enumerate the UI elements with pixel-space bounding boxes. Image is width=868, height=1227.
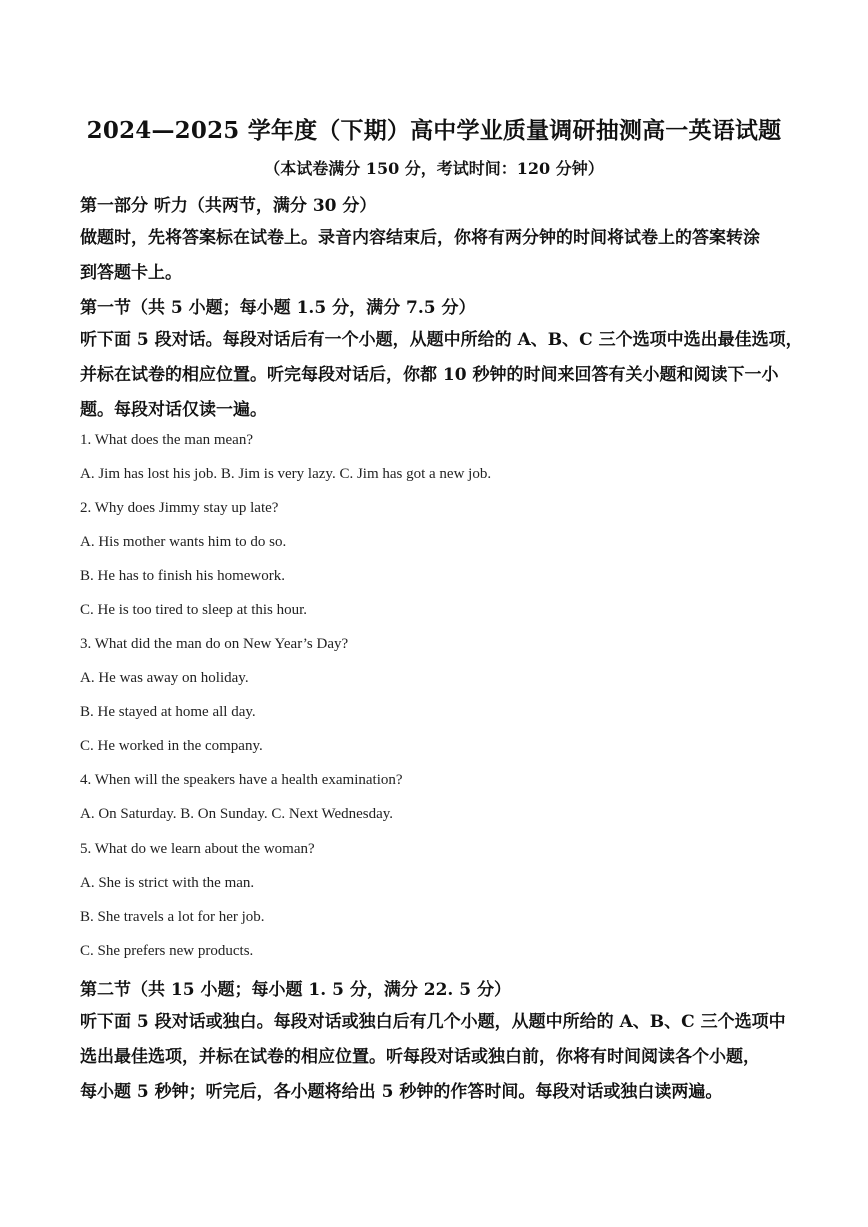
- instruction-line: 做题时，先将答案标在试卷上。录音内容结束后，你将有两分钟的时间将试卷上的答案转涂: [80, 228, 760, 248]
- question-1: 1. What does the man mean?: [80, 432, 253, 448]
- section1-instructions: [80, 323, 803, 428]
- part1-instructions: [80, 221, 790, 291]
- question-5: 5. What do we learn about the woman?: [80, 841, 315, 857]
- page-title: 2024—2025 学年度（下期）高中学业质量调研抽测高一英语试题: [86, 117, 782, 144]
- question-4-options: A. On Saturday. B. On Sunday. C. Next Wednesday.: [80, 806, 394, 822]
- instruction-line: 听下面 5 段对话。每段对话后有一个小题，从题中所给的 A、B、C 三个选项中选出最佳选项，: [80, 330, 803, 350]
- section1-heading: 第一节（共 5 小题；每小题 1.5 分，满分 7.5 分）: [80, 298, 476, 318]
- question-3-option-c: C. He worked in the company.: [80, 738, 263, 754]
- instruction-line: 到答题卡上。: [80, 263, 182, 283]
- question-5-option-a: A. She is strict with the man.: [80, 875, 255, 891]
- question-2-option-c: C. He is too tired to sleep at this hour.: [80, 602, 308, 618]
- instruction-line: 选出最佳选项，并标在试卷的相应位置。听每段对话或独白前，你将有时间阅读各个小题，: [80, 1047, 760, 1067]
- instruction-line: 每小题 5 秒钟；听完后，各小题将给出 5 秒钟的作答时间。每段对话或独白读两遍。: [80, 1082, 723, 1102]
- instruction-line: 听下面 5 段对话或独白。每段对话或独白后有几个小题，从题中所给的 A、B、C 三个选项中: [80, 1012, 786, 1032]
- section2-heading: 第二节（共 15 小题；每小题 1. 5 分，满分 22. 5 分）: [80, 980, 511, 1000]
- question-2: 2. Why does Jimmy stay up late?: [80, 500, 279, 516]
- question-3: 3. What did the man do on New Year’s Day?: [80, 636, 349, 652]
- instruction-line: 并标在试卷的相应位置。听完每段对话后，你都 10 秒钟的时间来回答有关小题和阅读下一小: [80, 365, 779, 385]
- question-4: 4. When will the speakers have a health examination?: [80, 772, 403, 788]
- question-5-option-b: B. She travels a lot for her job.: [80, 909, 265, 925]
- question-1-options: A. Jim has lost his job. B. Jim is very lazy. C. Jim has got a new job.: [80, 466, 492, 482]
- section2-instructions: [80, 1005, 790, 1110]
- instruction-line: 题。每段对话仅读一遍。: [80, 400, 267, 420]
- question-3-option-b: B. He stayed at home all day.: [80, 704, 256, 720]
- page-subtitle: （本试卷满分 150 分，考试时间：120 分钟）: [264, 159, 604, 178]
- question-3-option-a: A. He was away on holiday.: [80, 670, 249, 686]
- question-5-option-c: C. She prefers new products.: [80, 943, 254, 959]
- question-2-option-b: B. He has to finish his homework.: [80, 568, 285, 584]
- part1-heading: 第一部分 听力（共两节，满分 30 分）: [80, 196, 377, 216]
- question-2-option-a: A. His mother wants him to do so.: [80, 534, 287, 550]
